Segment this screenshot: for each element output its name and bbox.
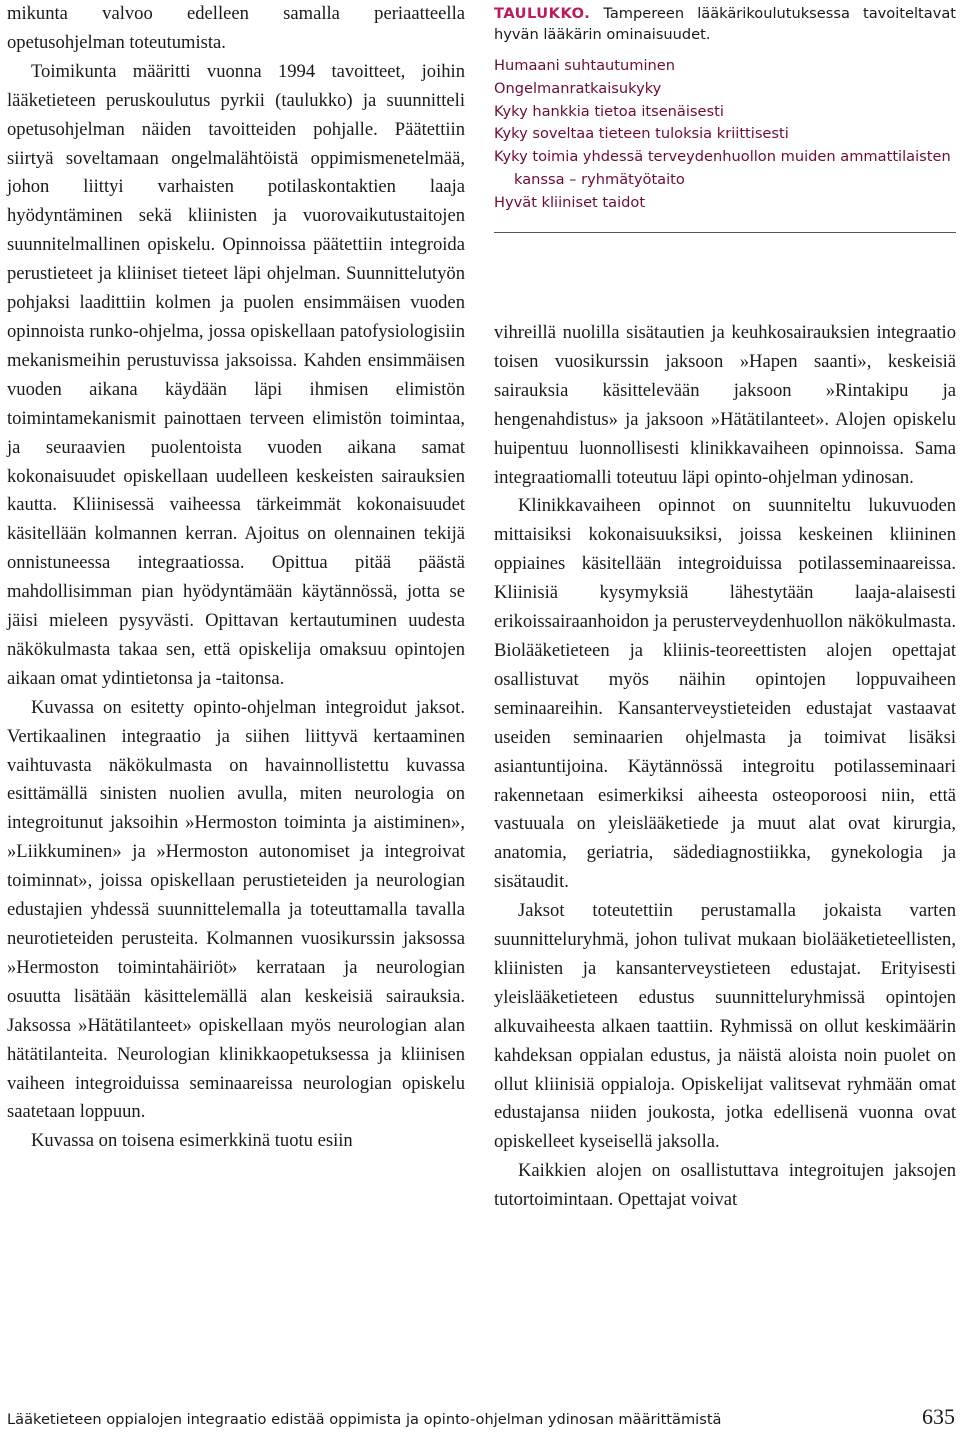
table-item-list [494,55,956,215]
goals-table [494,0,956,233]
table-label: TAULUKKO. [494,5,591,22]
table-item: Kyky hankkia tietoa itsenäisesti [494,102,724,120]
paragraph: Kuvassa on esitetty opinto-ohjelman integroidut jaksot. Vertikaalinen integraatio ja siihen liittyvä kertaaminen vaihtuvasta näkökulmasta on havainnollistettu kuvassa esittämällä sinisten nuolien avulla, miten neurologia on integroitunut jaksoihin »Hermoston toiminta ja aistiminen», »Liikkuminen» ja »Hermoston autonomiset ja integroivat toiminnat», joissa opiskellaan perustieteiden ja neurologian edustajien yhdessä suunnittelemalla ja toteuttamalla tavalla neurotieteiden perusteita. Kolmannen vuosikurssin jaksossa »Hermoston toimintahäiriöt» kerrataan ja neurologian osuutta lisätään käsittelemällä alan keskeisiä sairauksia. Jaksossa »Hätätilanteet» opiskellaan myös neurologian alan hätätilanteita. Neurologian klinikkaopetuksessa ja kliinisen vaiheen integroiduissa seminaareissa neurologian opiskelu saatetaan loppuun. [7,696,465,1123]
table-item: Humaani suhtautuminen [494,57,676,74]
right-text-column [494,319,956,1215]
page-footer [7,1404,957,1432]
page-number: 635 [922,1404,955,1429]
table-caption [494,0,956,45]
table-item-continuation: kanssa – ryhmätyötaito [514,170,685,188]
paragraph: mikunta valvoo edelleen samalla periaatteella opetusohjelman toteutumista. [7,3,465,53]
paragraph: Toimikunta määritti vuonna 1994 tavoitteet, joihin lääketieteen peruskoulutus pyrkii (taulukko) ja suunnitteli opetusohjelman näiden tavoitteiden pohjalle. Päätettiin siirtyä soveltamaan ongelmalähtöistä oppimismenetelmää, johon liittyi varhaisten potilaskontaktien laaja hyödyntäminen sekä kliinisten ja vuorovaikutustaitojen suunnitelmallinen opiskelu. Opinnoissa päätettiin integroida perustieteet ja kliiniset tieteet läpi ohjelman. Suunnittelutyön pohjaksi laadittiin kolmen ja puolen ensimmäisen vuoden opinnoista runko-ohjelma, jossa opiskellaan patofysiologisiin mekanismeihin perustuvissa jaksoissa. Kahden ensimmäisen vuoden aikana käydään läpi ihmisen elimistön toimintamekanismit painottaen terveen elimistön toimintaa, ja seuraavien puolentoista vuoden aikana samat kokonaisuudet opiskellaan uudelleen keskeisten sairauksien kautta. Kliinisessä vaiheessa tärkeimmät kokonaisuudet käsitellään kolmannen kerran. Ajoitus on olennainen tekijä onnistuneessa integraatiossa. Opittua pitää päästä mahdollisimman pian hyödyntämään käytännössä, jotta se jäisi mieleen pysyvästi. Opittavan kertautuminen uudesta näkökulmasta takaa sen, että opiskelija omaksuu opintojen aikaan omat ydintietonsa ja -taitonsa. [7,60,465,689]
paragraph: Kuvassa on toisena esimerkkinä tuotu esiin [31,1130,353,1152]
left-text-column [7,0,465,1156]
table-item-text: Kyky toimia yhdessä terveydenhuollon muiden ammattilaisten [494,148,951,166]
table-item [494,146,956,192]
table-item: Kyky soveltaa tieteen tuloksia kriittisesti [494,125,789,143]
paragraph: Kaikkien alojen on osallistuttava integroitujen jaksojen tutortoimintaan. Opettajat voivat [494,1160,956,1211]
footer-article-title: Lääketieteen oppialojen integraatio edistää oppimista ja opinto-ohjelman ydinosan määrittämistä [7,1411,722,1428]
table-item: Hyvät kliiniset taidot [494,193,646,211]
paragraph: Jaksot toteutettiin perustamalla jokaista varten suunnitteluryhmä, johon tulivat mukaan biolääketieteellisten, kliinisten ja kansanterveystieteen edustajat. Erityisesti yleislääketieteen edustus suunnitteluryhmissä opintojen alkuvaiheesta alkaen taattiin. Ryhmissä on ollut keskimäärin kahdeksan oppialan edustus, ja näistä aloista noin puolet on ollut kliinisiä oppialoja. Opiskelijat valitsevat ryhmään omat edustajansa niiden joukosta, jotka edellisenä vuonna ovat opiskelleet kyseisellä jaksolla. [494,900,956,1153]
table-caption-text: Tampereen lääkärikoulutuksessa tavoiteltavat hyvän lääkärin ominaisuudet. [494,5,956,43]
paragraph: vihreillä nuolilla sisätautien ja keuhkosairauksien integraatio toisen vuosikurssin jaksoon »Hapen saanti», keskeisiä sairauksia käsittelevään jaksoon »Rintakipu ja hengenahdistus» ja jaksoon »Hätätilanteet». Alojen opiskelu huipentuu luonnollisesti klinikkavaiheen opinnoissa. Sama integraatiomalli toteutuu läpi opinto-ohjelman ydinosan. [494,322,956,488]
paragraph: Klinikkavaiheen opinnot on suunniteltu lukuvuoden mittaisiksi kokonaisuuksiksi, joissa keskeinen kliininen oppiaines käsitellään integroiduissa potilasseminaareissa. Kliinisiä kysymyksiä lähestytään laaja-alaisesti erikoissairaanhoidon ja perusterveydenhuollon näkökulmasta. Biolääketieteen ja kliinis-teoreettisten alojen opettajat osallistuvat myös näihin opintojen loppuvaiheen seminaareihin. Kansanterveystieteiden edustajat vastaavat useiden seminaarien ohjelmasta ja toimivat lisäksi asiantuntijoina. Käytännössä integroitu potilasseminaari rakennetaan esimerkiksi aiheesta osteoporoosi niin, että vastuuala on yleislääketiede ja muut alat ovat kirurgia, anatomia, geriatria, sädediagnostiikka, gynekologia ja sisätaudit. [494,495,956,893]
table-item: Ongelmanratkaisukyky [494,79,662,97]
